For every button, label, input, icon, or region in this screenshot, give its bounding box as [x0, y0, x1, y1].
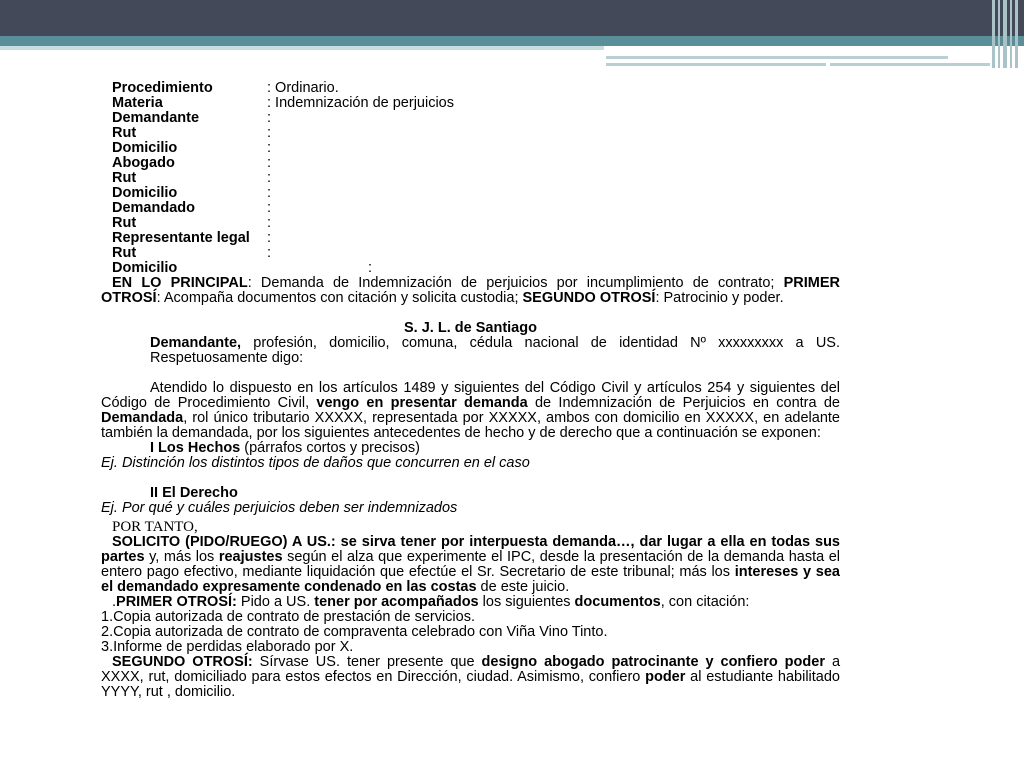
intro-paragraph: Demandante, profesión, domicilio, comuna, cédula nacional de identidad Nº xxxxxxxxx a US. Respetuosamente digo:	[150, 335, 840, 366]
slide-top-bar	[0, 0, 1024, 36]
header-row: Domicilio :	[112, 140, 272, 156]
header-row: Abogado :	[112, 155, 272, 171]
header-row: Materia : Indemnización de perjuicios	[112, 95, 454, 111]
segundo-otrosi: SEGUNDO OTROSÍ: Sírvase US. tener presente que designo abogado patrocinante y confiero poder a XXXX, rut, domiciliado para estos efectos en Dirección, ciudad. Asimismo, confiero poder al estudiante habilitado YYYY, rut , domicilio.	[101, 654, 841, 700]
derecho-example: Ej. Por qué y cuáles perjuicios deben ser indemnizados	[101, 500, 458, 516]
primer-otrosi: .PRIMER OTROSÍ: Pido a US. tener por acompañados los siguientes documentos, con citación:	[112, 594, 750, 610]
court-heading: S. J. L. de Santiago	[404, 320, 537, 336]
document-list-item: 3.Informe de perdidas elaborado por X.	[101, 639, 354, 655]
header-row: Rut :	[112, 245, 272, 261]
header-row: Demandante :	[112, 110, 272, 126]
principal-label: EN LO PRINCIPAL	[112, 275, 248, 291]
document-list-item: 1.Copia autorizada de contrato de prestación de servicios.	[101, 609, 475, 625]
header-row: Rut :	[112, 215, 272, 231]
solicito-paragraph: SOLICITO (PIDO/RUEGO) A US.: se sirva tener por interpuesta demanda…, dar lugar a ella en todas sus partes y, más los reajustes según el alza que experimente el IPC, desde la presentación de la demanda hasta el entero pago efectivo, mediante liquidación que efectúe el Sr. Secretario de este tribunal; más los intereses y sea el demandado expresamente condenado en las costas de este juicio.	[101, 534, 841, 595]
header-row: Domicilio :	[112, 185, 272, 201]
body-paragraph: Atendido lo dispuesto en los artículos 1489 y siguientes del Código Civil y artículos 254 y siguientes del Código de Procedimiento Civil, vengo en presentar demanda de Indemnización de Perjuicios en contra de Demandada, rol único tributario XXXXX, representada por XXXXX, ambos con domicilio en XXXXX, en adelante también la demandada, por los siguientes antecedentes de hecho y de derecho que a continuación se exponen:	[101, 380, 840, 441]
summary-paragraph: EN LO PRINCIPAL: Demanda de Indemnización de perjuicios por incumplimiento de contrato; PRIMER OTROSÍ: Acompaña documentos con citación y solicita custodia; SEGUNDO OTROSÍ: Patrocinio y poder.	[101, 275, 840, 306]
document-list-item: 2.Copia autorizada de contrato de compraventa celebrado con Viña Vino Tinto.	[101, 624, 608, 640]
header-row: Representante legal :	[112, 230, 272, 246]
section-hechos: I Los Hechos (párrafos cortos y precisos)	[150, 440, 420, 456]
decor-line	[830, 63, 990, 66]
hechos-example: Ej. Distinción los distintos tipos de daños que concurren en el caso	[101, 455, 530, 471]
decor-line	[606, 63, 826, 66]
decor-vertical-bars	[990, 0, 1024, 68]
header-row: Domicilio :	[112, 260, 373, 276]
header-row: Rut :	[112, 125, 272, 141]
decor-line	[606, 56, 948, 59]
por-tanto: POR TANTO,	[112, 519, 198, 535]
section-derecho: II El Derecho	[150, 485, 238, 501]
slide-accent-band	[0, 36, 1024, 46]
slide-accent-line	[0, 46, 604, 50]
header-row: Demandado :	[112, 200, 272, 216]
legal-document	[101, 81, 840, 700]
header-row: Rut :	[112, 170, 272, 186]
header-row: Procedimiento : Ordinario.	[112, 80, 339, 96]
header-table	[101, 81, 840, 276]
